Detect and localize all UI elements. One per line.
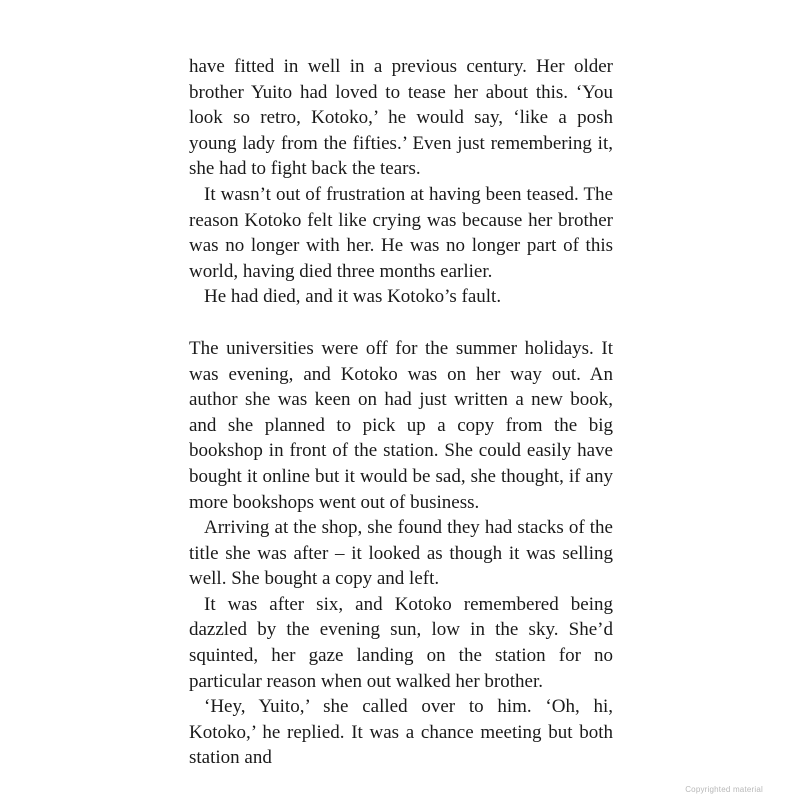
paragraph-3: He had died, and it was Kotoko’s fault.	[204, 286, 502, 308]
copyright-watermark: Copyrighted material	[685, 785, 763, 794]
paragraph-7: ‘Hey, Yuito,’ she called over to him. ‘Oh, hi, Kotoko,’ he replied. It was a chance meeting but both station and	[189, 696, 613, 769]
section-break	[189, 310, 613, 336]
book-page	[189, 54, 613, 771]
paragraph-1: have fitted in well in a previous century. Her older brother Yuito had loved to tease her about this. ‘You look so retro, Kotoko,’ he would say, ‘like a posh young lady from the fifties.’ Even just remembering it, she had to fight back the tears.	[189, 56, 613, 180]
paragraph-4: The universities were off for the summer holidays. It was evening, and Kotoko was on her way out. An author she was keen on had just written a new book, and she planned to pick up a copy from the big bookshop in front of the station. She could easily have bought it online but it would be sad, she thought, if any more bookshops went out of business.	[189, 337, 613, 513]
paragraph-2: It wasn’t out of frustration at having been teased. The reason Kotoko felt like crying was because her brother was no longer with her. He was no longer part of this world, having died three months earlier.	[189, 183, 613, 282]
paragraph-6: It was after six, and Kotoko remembered being dazzled by the evening sun, low in the sky. She’d squinted, her gaze landing on the station for no particular reason when out walked her brother.	[189, 593, 613, 692]
paragraph-5: Arriving at the shop, she found they had stacks of the title she was after – it looked as though it was selling well. She bought a copy and left.	[189, 517, 613, 590]
